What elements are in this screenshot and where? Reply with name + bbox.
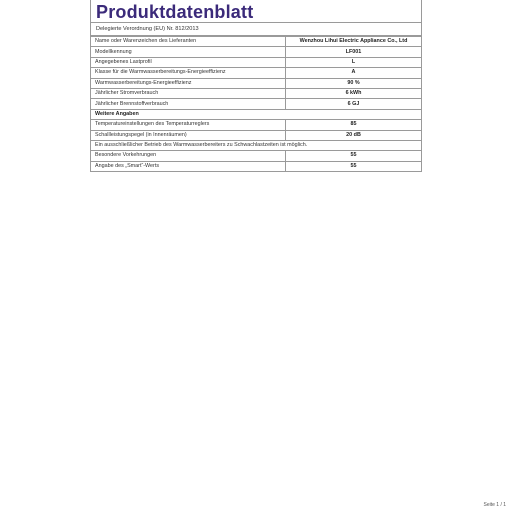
electricity-label: Jährlicher Stromverbrauch	[91, 88, 286, 98]
table-row	[91, 88, 422, 98]
table-row	[91, 151, 422, 161]
table-row	[91, 120, 422, 130]
efficiency-class-value: A	[286, 68, 422, 78]
fuel-value: 6 GJ	[286, 99, 422, 109]
efficiency-label: Warmwasserbereitungs-Energieeffizienz	[91, 78, 286, 88]
load-profile-label: Angegebenes Lastprofil	[91, 57, 286, 67]
table-row	[91, 161, 422, 171]
model-value: LF001	[286, 47, 422, 57]
sound-label: Schallleistungspegel (in Innenräumen)	[91, 130, 286, 140]
table-row	[91, 47, 422, 57]
smart-label: Angabe des „Smart“-Werts	[91, 161, 286, 171]
regulation-reference: Delegierte Verordnung (EU) Nr. 812/2013	[90, 22, 422, 36]
smart-value: 55	[286, 161, 422, 171]
electricity-value: 6 kWh	[286, 88, 422, 98]
thermostat-value: 85	[286, 120, 422, 130]
precautions-label: Besondere Vorkehrungen	[91, 151, 286, 161]
supplier-label: Name oder Warenzeichen des Lieferanten	[91, 37, 286, 47]
precautions-value: 55	[286, 151, 422, 161]
model-label: Modellkennung	[91, 47, 286, 57]
table-row	[91, 140, 422, 150]
fuel-label: Jährlicher Brennstoffverbrauch	[91, 99, 286, 109]
supplier-value: Wenzhou Lihui Electric Appliance Co., Ltd	[286, 37, 422, 47]
table-row	[91, 68, 422, 78]
table-row	[91, 37, 422, 47]
table-row	[91, 57, 422, 67]
sound-value: 20 dB	[286, 130, 422, 140]
thermostat-label: Temperatureinstellungen des Temperaturreglers	[91, 120, 286, 130]
load-profile-value: L	[286, 57, 422, 67]
table-row	[91, 130, 422, 140]
efficiency-value: 90 %	[286, 78, 422, 88]
table-row	[91, 78, 422, 88]
page-number: Seite 1 / 1	[483, 502, 506, 508]
more-info-heading: Weitere Angaben	[91, 109, 422, 119]
offpeak-note: Ein ausschließlicher Betrieb des Warmwasserbereiters zu Schwachlastzeiten ist möglich.	[91, 140, 422, 150]
efficiency-class-label: Klasse für die Warmwasserbereitungs-Energieeffizienz	[91, 68, 286, 78]
spec-table	[90, 36, 422, 172]
table-row	[91, 99, 422, 109]
page-title: Produktdatenblatt	[96, 2, 254, 22]
section-header-row	[91, 109, 422, 119]
